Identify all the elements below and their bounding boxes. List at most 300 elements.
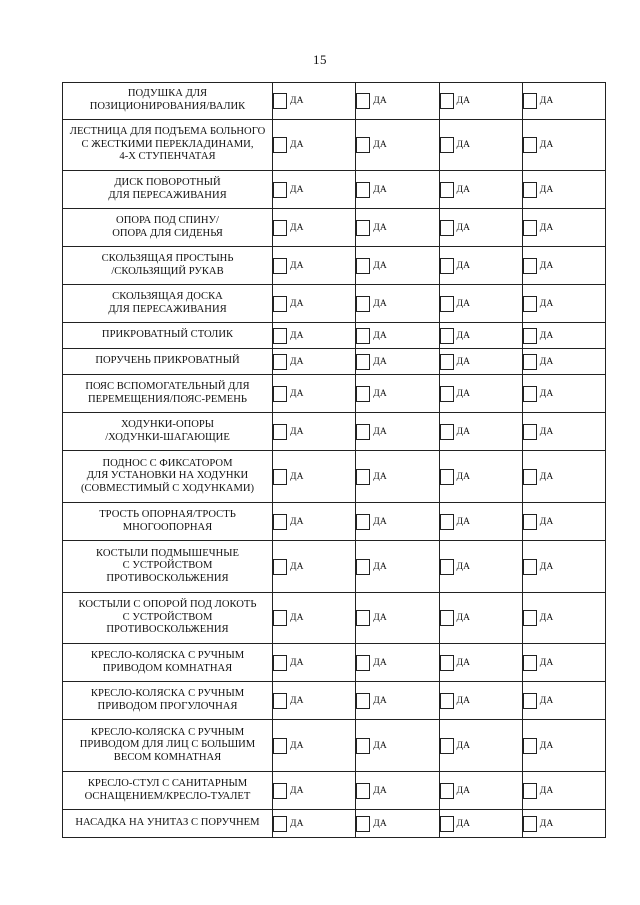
yes-option[interactable]: [523, 296, 605, 312]
answer-cell: [356, 644, 439, 682]
yes-label: ДА: [456, 471, 471, 482]
equipment-label: ЛЕСТНИЦА ДЛЯ ПОДЪЕМА БОЛЬНОГО С ЖЕСТКИМИ ПЕРЕКЛАДИНАМИ, 4-Х СТУПЕНЧАТАЯ: [63, 120, 273, 171]
yes-label: ДА: [373, 222, 387, 233]
yes-label: ДА: [456, 695, 471, 706]
yes-option[interactable]: [273, 182, 355, 198]
yes-option[interactable]: [440, 258, 522, 274]
answer-cell: [356, 375, 439, 413]
answer-cell: [522, 720, 605, 772]
yes-option[interactable]: [273, 610, 355, 626]
yes-option[interactable]: [440, 469, 522, 485]
yes-label: ДА: [373, 140, 387, 150]
answer-cell: [356, 810, 439, 838]
answer-cell: [273, 247, 356, 285]
yes-option[interactable]: [523, 514, 605, 530]
yes-checkbox[interactable]: [273, 783, 287, 799]
yes-label: ДА: [456, 516, 471, 527]
yes-label: ДА: [290, 388, 304, 399]
yes-checkbox[interactable]: [523, 182, 537, 198]
equipment-label: НАСАДКА НА УНИТАЗ С ПОРУЧНЕМ: [63, 810, 273, 838]
yes-option[interactable]: [273, 693, 355, 709]
table-row: [63, 285, 606, 323]
yes-checkbox[interactable]: [356, 610, 370, 626]
yes-checkbox[interactable]: [440, 816, 454, 832]
page-number: 15: [313, 52, 327, 67]
yes-checkbox[interactable]: [523, 816, 537, 832]
yes-label: ДА: [373, 96, 387, 106]
yes-checkbox[interactable]: [356, 137, 370, 153]
yes-checkbox[interactable]: [440, 220, 454, 236]
table-row: [63, 593, 606, 644]
answer-cell: [522, 772, 605, 810]
answer-cell: [273, 83, 356, 120]
yes-checkbox[interactable]: [523, 514, 537, 530]
yes-option[interactable]: [523, 386, 605, 402]
equipment-label: КРЕСЛО-КОЛЯСКА С РУЧНЫМ ПРИВОДОМ ДЛЯ ЛИЦ С БОЛЬШИМ ВЕСОМ КОМНАТНАЯ: [63, 720, 273, 772]
yes-label: ДА: [290, 657, 304, 668]
yes-option[interactable]: [523, 93, 605, 109]
yes-checkbox[interactable]: [523, 424, 537, 440]
yes-checkbox[interactable]: [273, 693, 287, 709]
equipment-label: ПРИКРОВАТНЫЙ СТОЛИК: [63, 323, 273, 349]
yes-checkbox[interactable]: [273, 137, 287, 153]
yes-option[interactable]: [523, 693, 605, 709]
yes-option[interactable]: [356, 220, 438, 236]
yes-checkbox[interactable]: [273, 816, 287, 832]
yes-checkbox[interactable]: [440, 258, 454, 274]
yes-option[interactable]: [273, 137, 355, 153]
yes-option[interactable]: [440, 816, 522, 832]
yes-option[interactable]: [440, 610, 522, 626]
yes-option[interactable]: [356, 783, 438, 799]
answer-cell: [439, 720, 522, 772]
yes-checkbox[interactable]: [523, 783, 537, 799]
answer-cell: [356, 285, 439, 323]
yes-option[interactable]: [440, 137, 522, 153]
equipment-label: СКОЛЬЗЯЩАЯ ДОСКА ДЛЯ ПЕРЕСАЖИВАНИЯ: [63, 285, 273, 323]
yes-checkbox[interactable]: [273, 296, 287, 312]
yes-label: ДА: [539, 516, 554, 527]
yes-option[interactable]: [523, 182, 605, 198]
answer-cell: [273, 593, 356, 644]
yes-checkbox[interactable]: [273, 469, 287, 485]
yes-checkbox[interactable]: [440, 469, 454, 485]
yes-checkbox[interactable]: [273, 354, 287, 370]
yes-checkbox[interactable]: [356, 783, 370, 799]
yes-option[interactable]: [523, 783, 605, 799]
yes-label: ДА: [539, 657, 554, 668]
yes-option[interactable]: [356, 655, 438, 671]
answer-cell: [356, 772, 439, 810]
yes-label: ДА: [373, 516, 387, 527]
answer-cell: [439, 772, 522, 810]
yes-option[interactable]: [523, 610, 605, 626]
yes-checkbox[interactable]: [356, 328, 370, 344]
yes-label: ДА: [456, 561, 471, 572]
yes-label: ДА: [456, 740, 471, 751]
yes-label: ДА: [539, 260, 554, 271]
yes-checkbox[interactable]: [440, 655, 454, 671]
yes-option[interactable]: [523, 137, 605, 153]
yes-checkbox[interactable]: [523, 738, 537, 754]
yes-label: ДА: [539, 471, 554, 482]
yes-checkbox[interactable]: [523, 386, 537, 402]
yes-checkbox[interactable]: [440, 559, 454, 575]
yes-checkbox[interactable]: [273, 559, 287, 575]
yes-option[interactable]: [440, 93, 522, 109]
yes-checkbox[interactable]: [273, 182, 287, 198]
table-row: [63, 451, 606, 503]
answer-cell: [356, 209, 439, 247]
yes-label: ДА: [456, 140, 471, 150]
yes-checkbox[interactable]: [356, 182, 370, 198]
equipment-label: ОПОРА ПОД СПИНУ/ ОПОРА ДЛЯ СИДЕНЬЯ: [63, 209, 273, 247]
yes-option[interactable]: [273, 93, 355, 109]
yes-option[interactable]: [356, 514, 438, 530]
yes-option[interactable]: [523, 738, 605, 754]
yes-label: ДА: [456, 388, 471, 399]
yes-option[interactable]: [440, 182, 522, 198]
yes-checkbox[interactable]: [440, 693, 454, 709]
form-table-body: [63, 83, 606, 838]
yes-option[interactable]: [523, 559, 605, 575]
yes-label: ДА: [539, 695, 554, 706]
yes-checkbox[interactable]: [356, 738, 370, 754]
yes-option[interactable]: [523, 816, 605, 832]
yes-option[interactable]: [273, 514, 355, 530]
yes-option[interactable]: [440, 559, 522, 575]
equipment-label: КРЕСЛО-КОЛЯСКА С РУЧНЫМ ПРИВОДОМ КОМНАТНАЯ: [63, 644, 273, 682]
answer-cell: [273, 451, 356, 503]
yes-checkbox[interactable]: [356, 258, 370, 274]
answer-cell: [439, 247, 522, 285]
yes-option[interactable]: [440, 386, 522, 402]
answer-cell: [273, 171, 356, 209]
yes-option[interactable]: [356, 559, 438, 575]
answer-cell: [522, 810, 605, 838]
yes-label: ДА: [539, 740, 554, 751]
table-row: [63, 772, 606, 810]
yes-checkbox[interactable]: [523, 93, 537, 109]
answer-cell: [439, 593, 522, 644]
answer-cell: [439, 644, 522, 682]
yes-label: ДА: [290, 298, 304, 309]
table-row: [63, 644, 606, 682]
yes-label: ДА: [456, 613, 471, 623]
yes-checkbox[interactable]: [440, 514, 454, 530]
answer-cell: [439, 120, 522, 171]
answer-cell: [356, 451, 439, 503]
yes-label: ДА: [290, 740, 304, 751]
yes-label: ДА: [290, 695, 304, 706]
yes-option[interactable]: [273, 655, 355, 671]
yes-label: ДА: [456, 657, 471, 668]
yes-option[interactable]: [356, 354, 438, 370]
yes-checkbox[interactable]: [440, 182, 454, 198]
yes-option[interactable]: [273, 386, 355, 402]
table-row: [63, 375, 606, 413]
yes-option[interactable]: [273, 296, 355, 312]
yes-option[interactable]: [273, 220, 355, 236]
yes-label: ДА: [290, 561, 304, 572]
yes-option[interactable]: [523, 655, 605, 671]
yes-option[interactable]: [523, 424, 605, 440]
yes-option[interactable]: [356, 386, 438, 402]
yes-label: ДА: [456, 785, 471, 796]
yes-checkbox[interactable]: [273, 386, 287, 402]
answer-cell: [522, 451, 605, 503]
yes-checkbox[interactable]: [356, 514, 370, 530]
table-row: [63, 413, 606, 451]
yes-label: ДА: [456, 222, 471, 233]
answer-cell: [522, 120, 605, 171]
equipment-label: ТРОСТЬ ОПОРНАЯ/ТРОСТЬ МНОГООПОРНАЯ: [63, 503, 273, 541]
yes-label: ДА: [290, 184, 304, 195]
answer-cell: [273, 285, 356, 323]
yes-label: ДА: [456, 330, 471, 341]
yes-checkbox[interactable]: [273, 424, 287, 440]
equipment-label: КРЕСЛО-КОЛЯСКА С РУЧНЫМ ПРИВОДОМ ПРОГУЛОЧНАЯ: [63, 682, 273, 720]
yes-checkbox[interactable]: [273, 258, 287, 274]
yes-checkbox[interactable]: [523, 258, 537, 274]
equipment-label: СКОЛЬЗЯЩАЯ ПРОСТЫНЬ /СКОЛЬЗЯЩИЙ РУКАВ: [63, 247, 273, 285]
yes-option[interactable]: [356, 738, 438, 754]
yes-option[interactable]: [523, 469, 605, 485]
yes-option[interactable]: [273, 258, 355, 274]
yes-checkbox[interactable]: [273, 328, 287, 344]
yes-label: ДА: [373, 740, 387, 751]
yes-label: ДА: [290, 140, 304, 150]
yes-label: ДА: [539, 561, 554, 572]
yes-label: ДА: [373, 184, 387, 195]
yes-label: ДА: [373, 657, 387, 668]
table-row: [63, 503, 606, 541]
table-row: [63, 541, 606, 593]
yes-checkbox[interactable]: [440, 610, 454, 626]
yes-checkbox[interactable]: [273, 655, 287, 671]
yes-checkbox[interactable]: [523, 655, 537, 671]
answer-cell: [522, 413, 605, 451]
yes-option[interactable]: [273, 559, 355, 575]
answer-cell: [273, 209, 356, 247]
yes-label: ДА: [539, 613, 554, 623]
yes-checkbox[interactable]: [356, 655, 370, 671]
equipment-label: КОСТЫЛИ ПОДМЫШЕЧНЫЕ С УСТРОЙСТВОМ ПРОТИВОСКОЛЬЖЕНИЯ: [63, 541, 273, 593]
yes-checkbox[interactable]: [356, 693, 370, 709]
yes-label: ДА: [373, 818, 387, 829]
yes-option[interactable]: [440, 328, 522, 344]
yes-label: ДА: [373, 260, 387, 271]
equipment-label: КРЕСЛО-СТУЛ С САНИТАРНЫМ ОСНАЩЕНИЕМ/КРЕСЛО-ТУАЛЕТ: [63, 772, 273, 810]
yes-checkbox[interactable]: [356, 296, 370, 312]
yes-option[interactable]: [440, 296, 522, 312]
yes-checkbox[interactable]: [356, 559, 370, 575]
yes-label: ДА: [373, 613, 387, 623]
yes-option[interactable]: [440, 354, 522, 370]
answer-cell: [273, 503, 356, 541]
yes-checkbox[interactable]: [523, 328, 537, 344]
answer-cell: [356, 120, 439, 171]
yes-label: ДА: [290, 426, 304, 437]
yes-checkbox[interactable]: [356, 386, 370, 402]
yes-option[interactable]: [440, 783, 522, 799]
answer-cell: [439, 682, 522, 720]
yes-label: ДА: [290, 818, 304, 829]
yes-option[interactable]: [440, 220, 522, 236]
yes-label: ДА: [290, 785, 304, 796]
yes-label: ДА: [456, 356, 471, 367]
answer-cell: [439, 451, 522, 503]
answer-cell: [273, 720, 356, 772]
yes-checkbox[interactable]: [440, 137, 454, 153]
yes-option[interactable]: [356, 693, 438, 709]
yes-checkbox[interactable]: [523, 469, 537, 485]
answer-cell: [273, 541, 356, 593]
yes-option[interactable]: [440, 514, 522, 530]
answer-cell: [356, 682, 439, 720]
answer-cell: [273, 375, 356, 413]
yes-option[interactable]: [273, 328, 355, 344]
yes-checkbox[interactable]: [356, 816, 370, 832]
answer-cell: [522, 503, 605, 541]
yes-option[interactable]: [356, 137, 438, 153]
yes-option[interactable]: [356, 469, 438, 485]
yes-label: ДА: [373, 561, 387, 572]
yes-checkbox[interactable]: [523, 559, 537, 575]
yes-option[interactable]: [273, 783, 355, 799]
answer-cell: [522, 682, 605, 720]
yes-checkbox[interactable]: [440, 738, 454, 754]
yes-label: ДА: [290, 613, 304, 623]
table-row: [63, 247, 606, 285]
yes-label: ДА: [539, 140, 554, 150]
yes-checkbox[interactable]: [273, 610, 287, 626]
yes-option[interactable]: [440, 424, 522, 440]
yes-option[interactable]: [440, 655, 522, 671]
yes-label: ДА: [539, 356, 554, 367]
answer-cell: [522, 349, 605, 375]
yes-checkbox[interactable]: [440, 783, 454, 799]
yes-option[interactable]: [356, 328, 438, 344]
yes-option[interactable]: [273, 816, 355, 832]
equipment-label: ПОДУШКА ДЛЯ ПОЗИЦИОНИРОВАНИЯ/ВАЛИК: [63, 83, 273, 120]
yes-checkbox[interactable]: [523, 220, 537, 236]
answer-cell: [522, 593, 605, 644]
answer-cell: [439, 171, 522, 209]
yes-label: ДА: [373, 298, 387, 309]
table-row: [63, 83, 606, 120]
answer-cell: [273, 120, 356, 171]
answer-cell: [273, 323, 356, 349]
yes-checkbox[interactable]: [440, 93, 454, 109]
yes-option[interactable]: [273, 469, 355, 485]
equipment-label: ПОДНОС С ФИКСАТОРОМ ДЛЯ УСТАНОВКИ НА ХОДУНКИ (СОВМЕСТИМЫЙ С ХОДУНКАМИ): [63, 451, 273, 503]
yes-checkbox[interactable]: [356, 354, 370, 370]
yes-checkbox[interactable]: [273, 220, 287, 236]
yes-checkbox[interactable]: [523, 693, 537, 709]
yes-label: ДА: [373, 426, 387, 437]
yes-label: ДА: [539, 785, 554, 796]
yes-label: ДА: [456, 426, 471, 437]
yes-label: ДА: [539, 222, 554, 233]
table-row: [63, 720, 606, 772]
table-row: [63, 120, 606, 171]
yes-option[interactable]: [523, 328, 605, 344]
answer-cell: [439, 323, 522, 349]
yes-label: ДА: [290, 260, 304, 271]
answer-cell: [273, 772, 356, 810]
equipment-label: КОСТЫЛИ С ОПОРОЙ ПОД ЛОКОТЬ С УСТРОЙСТВОМ ПРОТИВОСКОЛЬЖЕНИЯ: [63, 593, 273, 644]
yes-label: ДА: [373, 785, 387, 796]
yes-option[interactable]: [273, 354, 355, 370]
answer-cell: [356, 503, 439, 541]
yes-option[interactable]: [356, 182, 438, 198]
table-row: [63, 349, 606, 375]
yes-option[interactable]: [273, 738, 355, 754]
answer-cell: [439, 541, 522, 593]
yes-checkbox[interactable]: [523, 354, 537, 370]
yes-option[interactable]: [356, 610, 438, 626]
yes-option[interactable]: [523, 258, 605, 274]
yes-checkbox[interactable]: [273, 514, 287, 530]
yes-checkbox[interactable]: [273, 93, 287, 109]
table-row: [63, 171, 606, 209]
yes-label: ДА: [539, 298, 554, 309]
yes-checkbox[interactable]: [440, 328, 454, 344]
answer-cell: [439, 503, 522, 541]
answer-cell: [273, 644, 356, 682]
yes-option[interactable]: [273, 424, 355, 440]
answer-cell: [439, 83, 522, 120]
yes-label: ДА: [290, 330, 304, 341]
equipment-label: ПОЯС ВСПОМОГАТЕЛЬНЫЙ ДЛЯ ПЕРЕМЕЩЕНИЯ/ПОЯС-РЕМЕНЬ: [63, 375, 273, 413]
yes-checkbox[interactable]: [523, 137, 537, 153]
answer-cell: [439, 209, 522, 247]
yes-label: ДА: [456, 184, 471, 195]
yes-option[interactable]: [356, 816, 438, 832]
yes-label: ДА: [456, 818, 471, 829]
yes-checkbox[interactable]: [273, 738, 287, 754]
yes-option[interactable]: [356, 424, 438, 440]
yes-option[interactable]: [440, 693, 522, 709]
yes-checkbox[interactable]: [523, 610, 537, 626]
yes-checkbox[interactable]: [440, 386, 454, 402]
yes-label: ДА: [290, 516, 304, 527]
yes-checkbox[interactable]: [356, 469, 370, 485]
yes-option[interactable]: [356, 296, 438, 312]
yes-option[interactable]: [440, 738, 522, 754]
yes-option[interactable]: [523, 220, 605, 236]
answer-cell: [356, 323, 439, 349]
yes-checkbox[interactable]: [356, 424, 370, 440]
yes-option[interactable]: [356, 93, 438, 109]
yes-label: ДА: [539, 96, 554, 106]
yes-checkbox[interactable]: [440, 354, 454, 370]
yes-label: ДА: [539, 426, 554, 437]
answer-cell: [522, 375, 605, 413]
yes-label: ДА: [290, 96, 304, 106]
yes-label: ДА: [290, 356, 304, 367]
yes-option[interactable]: [356, 258, 438, 274]
yes-checkbox[interactable]: [523, 296, 537, 312]
yes-checkbox[interactable]: [440, 424, 454, 440]
yes-label: ДА: [373, 695, 387, 706]
yes-checkbox[interactable]: [356, 93, 370, 109]
answer-cell: [273, 349, 356, 375]
yes-option[interactable]: [523, 354, 605, 370]
yes-checkbox[interactable]: [356, 220, 370, 236]
yes-checkbox[interactable]: [440, 296, 454, 312]
